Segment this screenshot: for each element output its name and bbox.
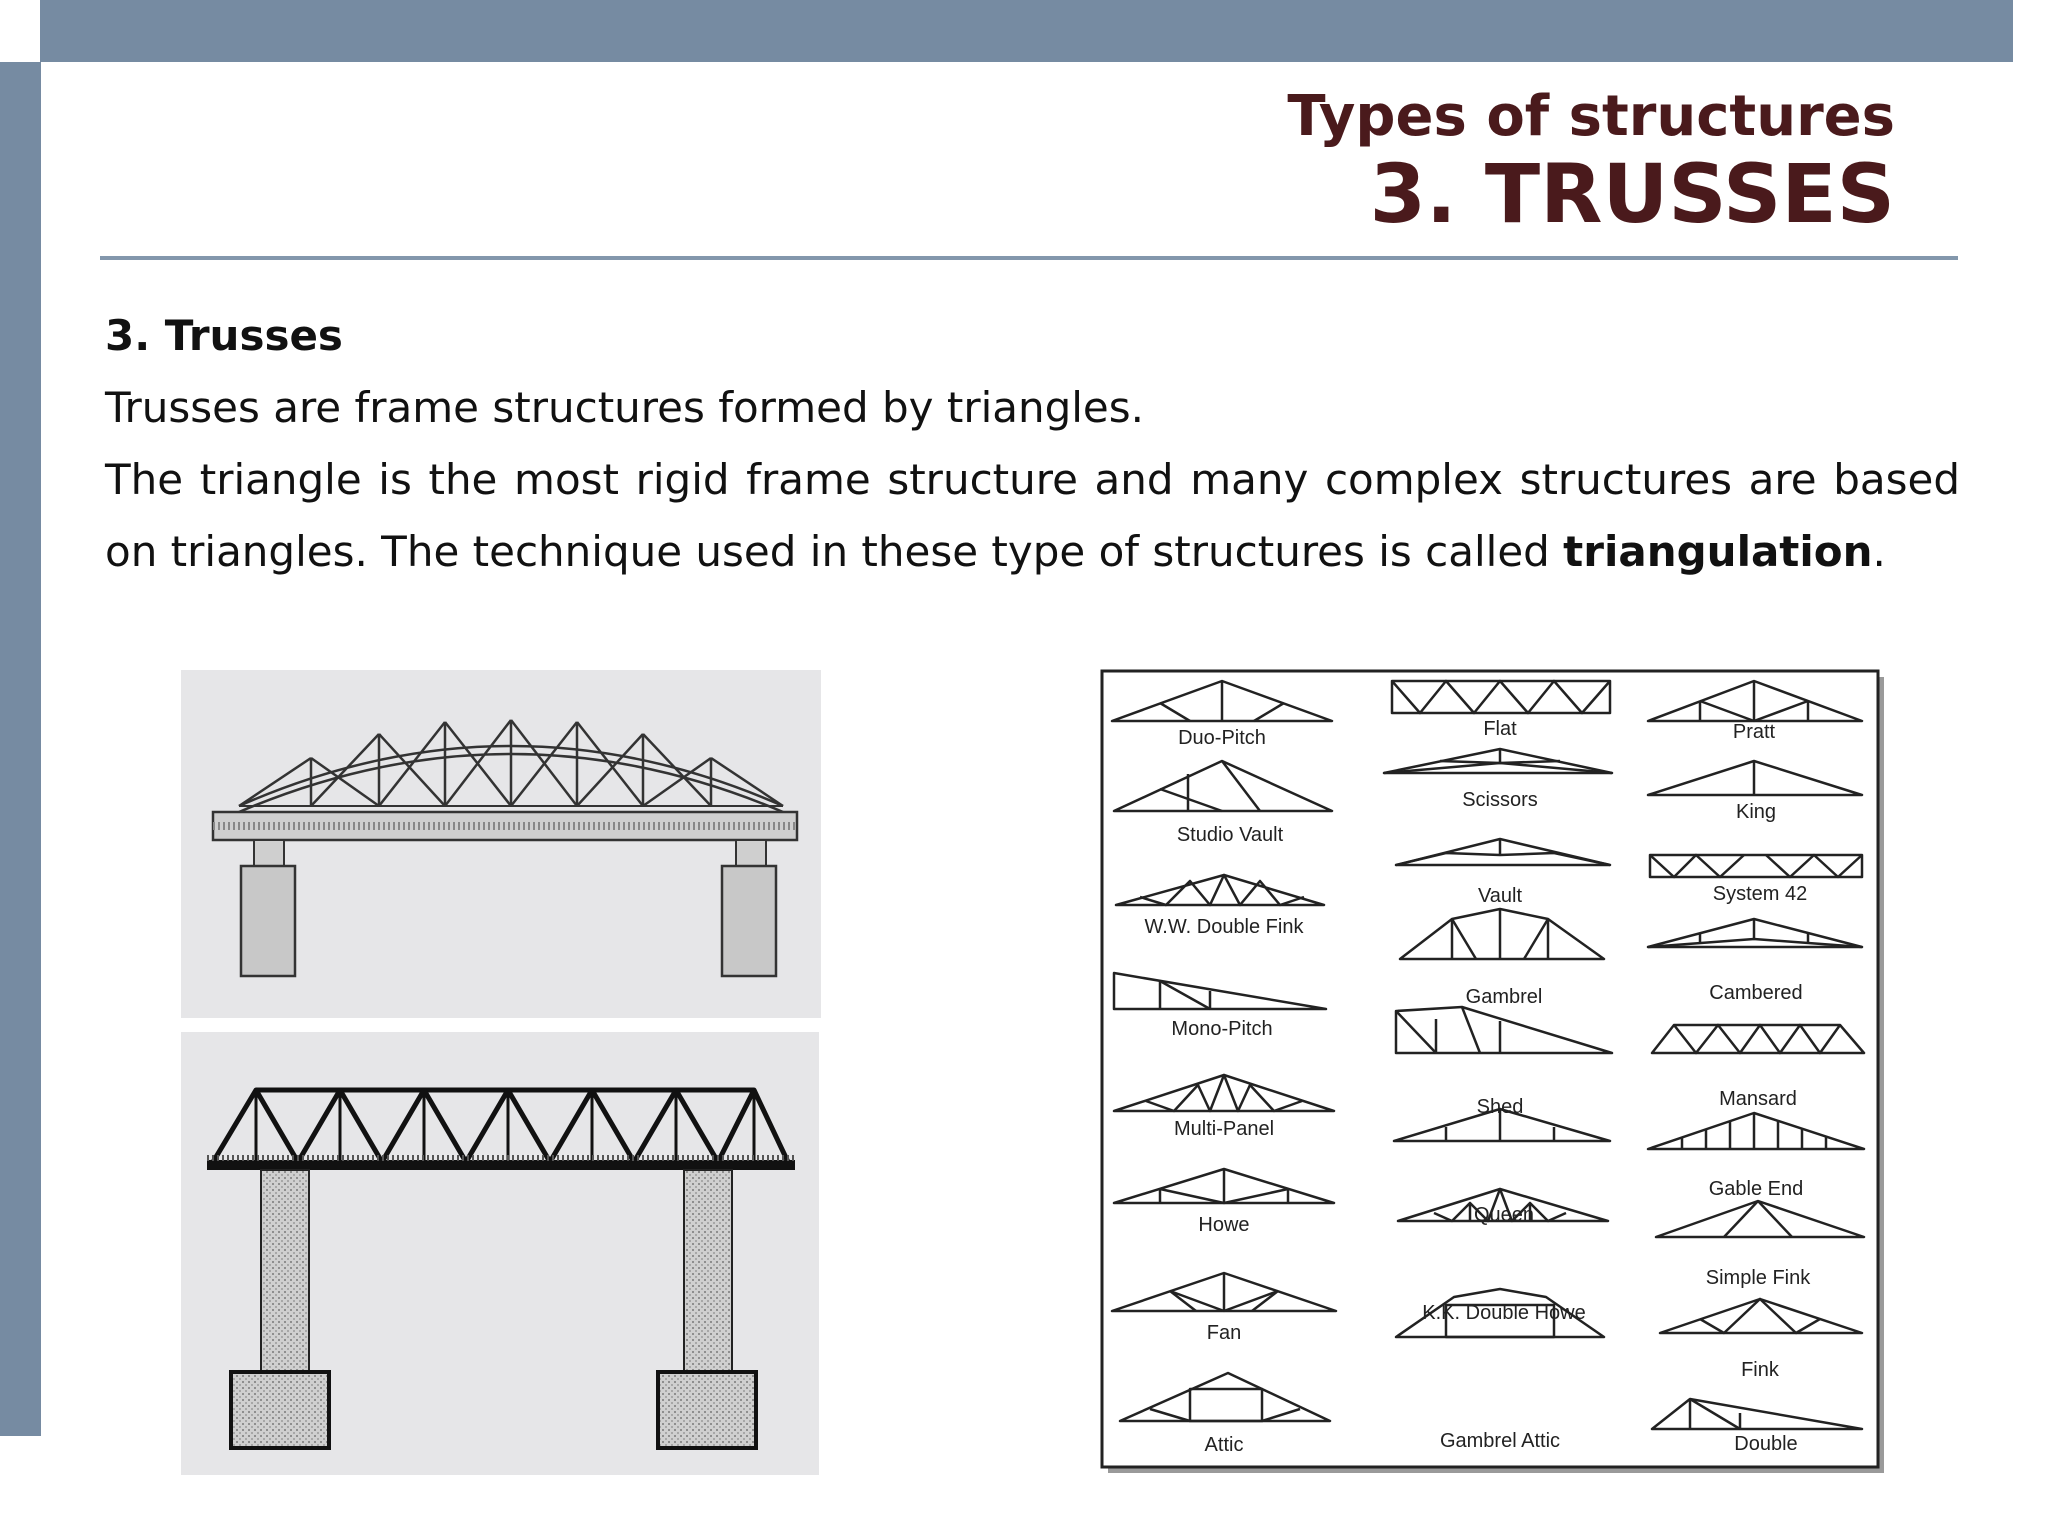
- section-heading: 3. Trusses: [105, 311, 343, 360]
- paragraph-text: The triangle is the most rigid frame structure and many complex structures are based on triangles. The technique used in these type of structures is called: [105, 455, 1960, 576]
- slide-content: [105, 300, 1960, 588]
- truss-label-queen: Queen: [1473, 1204, 1535, 1226]
- paragraph-triangulation: [105, 444, 1960, 588]
- truss-label-kk-double-howe: K.K. Double Howe: [1422, 1302, 1586, 1324]
- title-divider: [100, 256, 1958, 260]
- paragraph-period: .: [1872, 527, 1886, 576]
- title-block: [1287, 82, 1895, 242]
- truss-label-pratt: Pratt: [1732, 721, 1776, 743]
- truss-label-double: Double: [1734, 1433, 1798, 1455]
- truss-label-shed: Shed: [1476, 1096, 1524, 1118]
- truss-label-vault: Vault: [1477, 885, 1523, 907]
- truss-label-gable-end: Gable End: [1708, 1178, 1804, 1200]
- truss-label-duo-pitch: Duo-Pitch: [1178, 727, 1266, 749]
- truss-label-fan: Fan: [1206, 1322, 1242, 1344]
- slide-subtitle: Types of structures: [1287, 84, 1895, 149]
- truss-label-king: King: [1735, 801, 1777, 823]
- truss-types-chart: [1100, 669, 1890, 1479]
- truss-label-simple-fink: Simple Fink: [1705, 1267, 1811, 1289]
- warren-truss-bridge-figure: [181, 1032, 819, 1475]
- triangulation-term: triangulation: [1563, 527, 1873, 576]
- truss-label-system-42: System 42: [1712, 883, 1808, 905]
- truss-label-fink: Fink: [1741, 1359, 1779, 1381]
- truss-label-cambered: Cambered: [1709, 982, 1803, 1004]
- truss-label-ww-double-fink: W.W. Double Fink: [1144, 916, 1304, 938]
- paragraph-definition: Trusses are frame structures formed by triangles.: [105, 383, 1145, 432]
- top-accent-bar: [40, 0, 2013, 62]
- truss-label-scissors: Scissors: [1462, 789, 1538, 811]
- truss-label-gambrel: Gambrel: [1465, 986, 1543, 1008]
- arch-truss-bridge-figure: [181, 670, 821, 1018]
- truss-label-multi-panel: Multi-Panel: [1173, 1118, 1275, 1140]
- truss-label-attic: Attic: [1204, 1434, 1244, 1456]
- truss-label-howe: Howe: [1198, 1214, 1250, 1236]
- truss-label-flat: Flat: [1483, 718, 1517, 740]
- slide-title: 3. TRUSSES: [1369, 148, 1895, 242]
- truss-label-mono-pitch: Mono-Pitch: [1171, 1018, 1273, 1040]
- truss-label-gambrel-attic: Gambrel Attic: [1439, 1430, 1561, 1452]
- truss-label-mansard: Mansard: [1719, 1088, 1797, 1110]
- truss-label-studio-vault: Studio Vault: [1176, 824, 1284, 846]
- left-accent-bar: [0, 62, 41, 1436]
